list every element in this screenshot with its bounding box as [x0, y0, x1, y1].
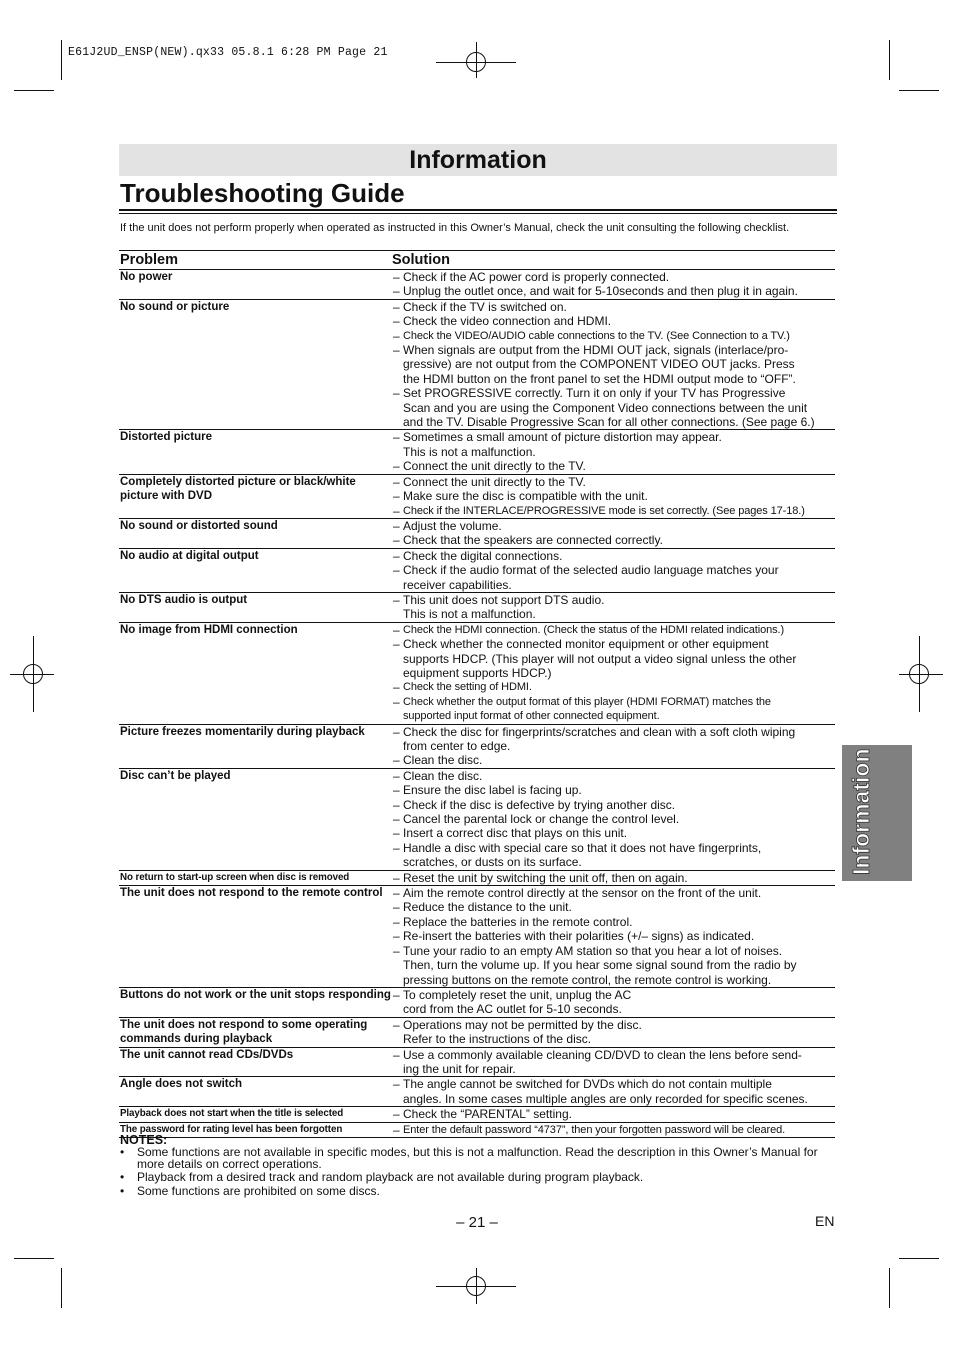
dash-marker: –	[393, 680, 400, 695]
dash-marker: –	[393, 474, 400, 489]
solution-line	[393, 915, 835, 929]
dash-marker: –	[393, 840, 400, 855]
solution-line	[393, 459, 835, 473]
dash-marker: –	[393, 1107, 400, 1122]
dash-marker: –	[393, 886, 400, 901]
dash-marker	[393, 372, 403, 386]
table-row	[119, 519, 835, 549]
solution-text: Clean the disc.	[403, 768, 483, 783]
dash-marker: –	[393, 987, 400, 1002]
dash-marker: –	[393, 314, 400, 329]
dash-marker: –	[393, 1017, 400, 1032]
side-tab	[842, 745, 912, 881]
solution-text: Check if the disc is defective by trying another disc.	[403, 797, 676, 812]
solution-text: Check the digital connections.	[403, 548, 563, 563]
table-row	[119, 549, 835, 593]
dash-marker: –	[393, 783, 400, 798]
dash-marker	[393, 1062, 403, 1076]
solution-text: Check if the audio format of the selected audio language matches your	[403, 563, 779, 578]
dash-marker	[393, 1002, 403, 1016]
solution-line	[393, 489, 835, 503]
note-text: Some functions are prohibited on some discs.	[137, 1183, 380, 1198]
dash-marker: –	[393, 694, 400, 709]
dash-marker	[393, 1092, 403, 1106]
table-row	[119, 270, 835, 300]
dash-marker: –	[393, 343, 400, 358]
solution-line	[393, 475, 835, 489]
solution-cell	[392, 988, 835, 1017]
solution-line	[393, 270, 835, 284]
solution-text: Check if the INTERLACE/PROGRESSIVE mode is set correctly. (See pages 17-18.)	[403, 504, 805, 517]
table-row	[119, 1077, 835, 1107]
solution-line	[393, 1048, 835, 1062]
solution-line	[393, 709, 835, 723]
solution-line	[393, 284, 835, 298]
solution-text: Check that the speakers are connected correctly.	[403, 533, 663, 548]
table-row	[119, 300, 835, 431]
page-title: Troubleshooting Guide	[120, 178, 405, 208]
dash-marker	[393, 578, 403, 592]
solution-line	[393, 739, 835, 753]
dash-marker: –	[393, 386, 400, 401]
solution-text: Reduce the distance to the unit.	[403, 900, 572, 915]
solution-text: Set PROGRESSIVE correctly. Turn it on only if your TV has Progressive	[403, 386, 786, 401]
table-row	[119, 623, 835, 725]
solution-cell	[392, 593, 835, 622]
solution-line	[393, 652, 835, 666]
solution-text: Check the VIDEO/AUDIO cable connections to the TV. (See Connection to a TV.)	[403, 329, 790, 342]
problem-cell: No DTS audio is output	[120, 593, 248, 606]
dash-marker: –	[393, 518, 400, 533]
solution-line	[393, 944, 835, 958]
solution-line	[393, 430, 835, 444]
dash-marker	[393, 607, 403, 621]
solution-line	[393, 343, 835, 357]
dash-marker	[393, 739, 403, 753]
solution-text: Unplug the outlet once, and wait for 5-10seconds and then plug it in again.	[403, 284, 798, 299]
solution-text: from center to edge.	[403, 739, 511, 753]
problem-column-header: Problem	[120, 252, 179, 268]
problem-cell: Playback does not start when the title is selected	[120, 1108, 344, 1120]
side-tab-label: Information	[848, 748, 874, 875]
dash-marker	[393, 958, 403, 972]
note-text: Playback from a desired track and random playback are not available during program playback.	[137, 1170, 644, 1184]
table-row	[119, 1107, 835, 1122]
solution-cell	[392, 1077, 835, 1106]
solution-text: Cancel the parental lock or change the control level.	[403, 812, 680, 827]
solution-line	[393, 826, 835, 840]
solution-line	[393, 753, 835, 767]
dash-marker: –	[393, 503, 400, 518]
solution-line	[393, 988, 835, 1002]
solution-text: Connect the unit directly to the TV.	[403, 459, 586, 474]
problem-cell: No power	[120, 271, 173, 283]
dash-marker: –	[393, 548, 400, 563]
solution-line	[393, 637, 835, 651]
solution-text: Check the setting of HDMI.	[403, 681, 532, 694]
dash-marker: –	[393, 533, 400, 548]
solution-line	[393, 314, 835, 328]
solution-line	[393, 623, 835, 637]
solution-text: Scan and you are using the Component Video connections between the unit	[403, 400, 808, 415]
solution-text: When signals are output from the HDMI OUT jack, signals (interlace/pro-	[403, 343, 789, 358]
dash-marker: –	[393, 1077, 400, 1092]
solution-text: Make sure the disc is compatible with the unit.	[403, 489, 648, 504]
problem-cell: The password for rating level has been forgotten	[120, 1123, 343, 1135]
table-body	[119, 270, 835, 1138]
solution-cell	[392, 886, 835, 987]
solution-line	[393, 841, 835, 855]
solution-line	[393, 519, 835, 533]
section-header-bar	[119, 144, 837, 176]
dash-marker: –	[393, 870, 400, 885]
solution-text: This unit does not support DTS audio.	[403, 592, 605, 607]
dash-marker	[393, 415, 403, 429]
solution-line	[393, 372, 835, 386]
problem-cell: No image from HDMI connection	[120, 623, 298, 636]
solution-line	[393, 563, 835, 577]
dash-marker: –	[393, 797, 400, 812]
solution-text: Then, turn the volume up. If you hear some signal sound from the radio by	[403, 958, 797, 973]
solution-text: supported input format of other connected equipment.	[403, 710, 660, 723]
table-row	[119, 769, 835, 871]
solution-line	[393, 1092, 835, 1106]
bullet-icon: •	[120, 1145, 125, 1159]
solution-text: Check whether the connected monitor equipment or other equipment	[403, 637, 769, 652]
problem-cell: Distorted picture	[120, 431, 213, 444]
problem-cell: No sound or distorted sound	[120, 519, 278, 532]
solution-cell	[392, 1048, 835, 1077]
solution-text: Check the video connection and HDMI.	[403, 314, 612, 329]
solution-cell	[392, 769, 835, 870]
solution-line	[393, 607, 835, 621]
solution-cell	[392, 475, 835, 518]
dash-marker: –	[393, 914, 400, 929]
solution-text: Check the disc for fingerprints/scratches and clean with a soft cloth wiping	[403, 724, 796, 739]
solution-text: Insert a correct disc that plays on this unit.	[403, 826, 628, 841]
solution-line	[393, 886, 835, 900]
solution-cell	[392, 430, 835, 473]
solution-text: pressing buttons on the remote control, the remote control is working.	[403, 972, 772, 987]
title-rule	[119, 209, 837, 211]
table-row	[119, 430, 835, 474]
problem-cell: Disc can’t be played	[120, 769, 231, 782]
solution-line	[393, 871, 835, 885]
solution-line	[393, 549, 835, 563]
solution-line	[393, 578, 835, 592]
dash-marker	[393, 401, 403, 415]
solution-text: Use a commonly available cleaning CD/DVD to clean the lens before send-	[403, 1047, 802, 1062]
solution-text: Tune your radio to an empty AM station so that you hear a lot of noises.	[403, 943, 783, 958]
solution-line	[393, 401, 835, 415]
note-item	[120, 1183, 840, 1198]
solution-cell	[392, 300, 835, 430]
dash-marker: –	[393, 826, 400, 841]
problem-cell: No sound or picture	[120, 300, 230, 313]
bullet-icon: •	[120, 1170, 125, 1184]
solution-line	[393, 855, 835, 869]
note-item	[120, 1172, 840, 1184]
solution-text: Enter the default password “4737”, then your forgotten password will be cleared.	[403, 1123, 786, 1136]
dash-marker: –	[393, 270, 400, 284]
notes-title: NOTES:	[120, 1133, 168, 1147]
solution-text: Replace the batteries in the remote control.	[403, 914, 633, 929]
solution-line	[393, 973, 835, 987]
dash-marker	[393, 973, 403, 987]
dash-marker: –	[393, 284, 400, 299]
solution-line	[393, 725, 835, 739]
solution-line	[393, 680, 835, 694]
dash-marker: –	[393, 753, 400, 768]
solution-text: cord from the AC outlet for 5-10 seconds.	[403, 1002, 622, 1017]
solution-text: gressive) are not output from the COMPONENT VIDEO OUT jacks. Press	[403, 357, 795, 372]
dash-marker: –	[393, 943, 400, 958]
dash-marker: –	[393, 299, 400, 314]
solution-line	[393, 1032, 835, 1046]
solution-text: angles. In some cases multiple angles are only recorded for specific scenes.	[403, 1091, 808, 1106]
solution-text: Adjust the volume.	[403, 518, 502, 533]
solution-line	[393, 1062, 835, 1076]
table-row	[119, 1048, 835, 1078]
solution-line	[393, 1002, 835, 1016]
solution-line	[393, 357, 835, 371]
solution-text: the HDMI button on the front panel to set the HDMI output mode to “OFF”.	[403, 371, 796, 386]
solution-text: Aim the remote control directly at the sensor on the front of the unit.	[403, 886, 762, 901]
solution-text: receiver capabilities.	[403, 577, 512, 592]
troubleshooting-table	[119, 250, 835, 1138]
problem-cell: Completely distorted picture or black/white picture with DVD	[120, 475, 356, 503]
solution-text: equipment supports HDCP.)	[403, 665, 552, 680]
solution-text: To completely reset the unit, unplug the AC	[403, 987, 632, 1002]
solution-cell	[392, 1018, 835, 1047]
table-row	[119, 988, 835, 1018]
solution-line	[393, 329, 835, 343]
dash-marker	[393, 1032, 403, 1046]
table-row	[119, 1018, 835, 1048]
dash-marker: –	[393, 592, 400, 607]
dash-marker: –	[393, 812, 400, 827]
dash-marker: –	[393, 563, 400, 578]
dash-marker	[393, 357, 403, 371]
solution-line	[393, 769, 835, 783]
notes-list	[120, 1147, 840, 1197]
solution-text: Check if the TV is switched on.	[403, 299, 567, 314]
solution-line	[393, 812, 835, 826]
solution-line	[393, 504, 835, 518]
dash-marker: –	[393, 1047, 400, 1062]
solution-cell	[392, 270, 835, 299]
problem-cell: No audio at digital output	[120, 549, 259, 562]
dash-marker: –	[393, 1122, 400, 1137]
solution-line	[393, 958, 835, 972]
solution-line	[393, 1077, 835, 1091]
dash-marker	[393, 709, 403, 723]
bullet-icon: •	[120, 1183, 125, 1198]
dash-marker: –	[393, 622, 400, 637]
table-row	[119, 886, 835, 988]
solution-cell	[392, 1107, 835, 1121]
solution-text: Handle a disc with special care so that it does not have fingerprints,	[403, 840, 762, 855]
problem-cell: Angle does not switch	[120, 1078, 243, 1091]
solution-text: Check the HDMI connection. (Check the status of the HDMI related indications.)	[403, 623, 785, 636]
solution-text: and the TV. Disable Progressive Scan for all other connections. (See page 6.)	[403, 415, 815, 430]
intro-text: If the unit does not perform properly when operated as instructed in this Owner’s Manual, check the unit consulting the following checklist.	[120, 222, 790, 234]
solution-line	[393, 1018, 835, 1032]
problem-cell: Buttons do not work or the unit stops responding	[120, 988, 391, 1001]
section-title: Information	[409, 146, 547, 174]
problem-cell: No return to start-up screen when disc is removed	[120, 871, 350, 883]
dash-marker: –	[393, 768, 400, 783]
table-row	[119, 725, 835, 769]
solution-cell	[392, 519, 835, 548]
table-row	[119, 593, 835, 623]
solution-text: Refer to the instructions of the disc.	[403, 1032, 592, 1047]
solution-text: The angle cannot be switched for DVDs which do not contain multiple	[403, 1077, 772, 1092]
solution-cell	[392, 549, 835, 592]
note-item	[120, 1147, 840, 1170]
dash-marker: –	[393, 430, 400, 445]
problem-cell: The unit cannot read CDs/DVDs	[120, 1048, 294, 1061]
dash-marker	[393, 445, 403, 459]
language-code: EN	[815, 1213, 835, 1229]
solution-text: Sometimes a small amount of picture distortion may appear.	[403, 430, 722, 445]
dash-marker: –	[393, 637, 400, 652]
solution-text: scratches, or dusts on its surface.	[403, 855, 582, 870]
solution-line	[393, 386, 835, 400]
solution-line	[393, 415, 835, 429]
table-row	[119, 871, 835, 886]
dash-marker	[393, 855, 403, 869]
solution-text: Reset the unit by switching the unit off, then on again.	[403, 870, 688, 885]
solution-text: Check whether the output format of this player (HDMI FORMAT) matches the	[403, 695, 771, 708]
solution-line	[393, 533, 835, 547]
solution-line	[393, 695, 835, 709]
solution-text: Ensure the disc label is facing up.	[403, 783, 582, 798]
solution-cell	[392, 871, 835, 885]
problem-cell: The unit does not respond to some operating commands during playback	[120, 1018, 368, 1046]
solution-text: Re-insert the batteries with their polarities (+/– signs) as indicated.	[403, 929, 755, 944]
solution-line	[393, 900, 835, 914]
solution-text: ing the unit for repair.	[403, 1061, 516, 1076]
solution-line	[393, 783, 835, 797]
solution-line	[393, 798, 835, 812]
print-header: E61J2UD_ENSP(NEW).qx33 05.8.1 6:28 PM Page 21	[68, 46, 388, 59]
problem-cell: Picture freezes momentarily during playback	[120, 725, 365, 738]
solution-text: supports HDCP. (This player will not output a video signal unless the other	[403, 651, 797, 666]
solution-line	[393, 445, 835, 459]
solution-text: Connect the unit directly to the TV.	[403, 474, 586, 489]
solution-line	[393, 929, 835, 943]
note-text: Some functions are not available in specific modes, but this is not a malfunction. Read the description in this Owner’s Manual for more details on correct operations.	[137, 1145, 818, 1171]
solution-cell	[392, 725, 835, 768]
solution-text: Operations may not be permitted by the disc.	[403, 1017, 642, 1032]
dash-marker: –	[393, 489, 400, 504]
dash-marker: –	[393, 929, 400, 944]
table-row	[119, 475, 835, 519]
solution-text: Clean the disc.	[403, 753, 483, 768]
solution-text: This is not a malfunction.	[403, 444, 536, 459]
title-rule-thin	[119, 213, 837, 214]
solution-line	[393, 666, 835, 680]
solution-column-header: Solution	[392, 252, 450, 268]
dash-marker: –	[393, 724, 400, 739]
dash-marker: –	[393, 328, 400, 343]
solution-cell	[392, 623, 835, 724]
solution-text: Check if the AC power cord is properly connected.	[403, 270, 670, 284]
solution-line	[393, 1107, 835, 1121]
dash-marker	[393, 666, 403, 680]
dash-marker: –	[393, 900, 400, 915]
solution-text: This is not a malfunction.	[403, 607, 536, 622]
solution-text: Check the “PARENTAL” setting.	[403, 1107, 572, 1122]
dash-marker	[393, 652, 403, 666]
solution-line	[393, 300, 835, 314]
table-header	[119, 250, 835, 270]
page-number: – 21 –	[456, 1214, 498, 1231]
problem-cell: The unit does not respond to the remote control	[120, 887, 383, 900]
notes-section	[120, 1133, 840, 1199]
dash-marker: –	[393, 459, 400, 474]
solution-line	[393, 593, 835, 607]
